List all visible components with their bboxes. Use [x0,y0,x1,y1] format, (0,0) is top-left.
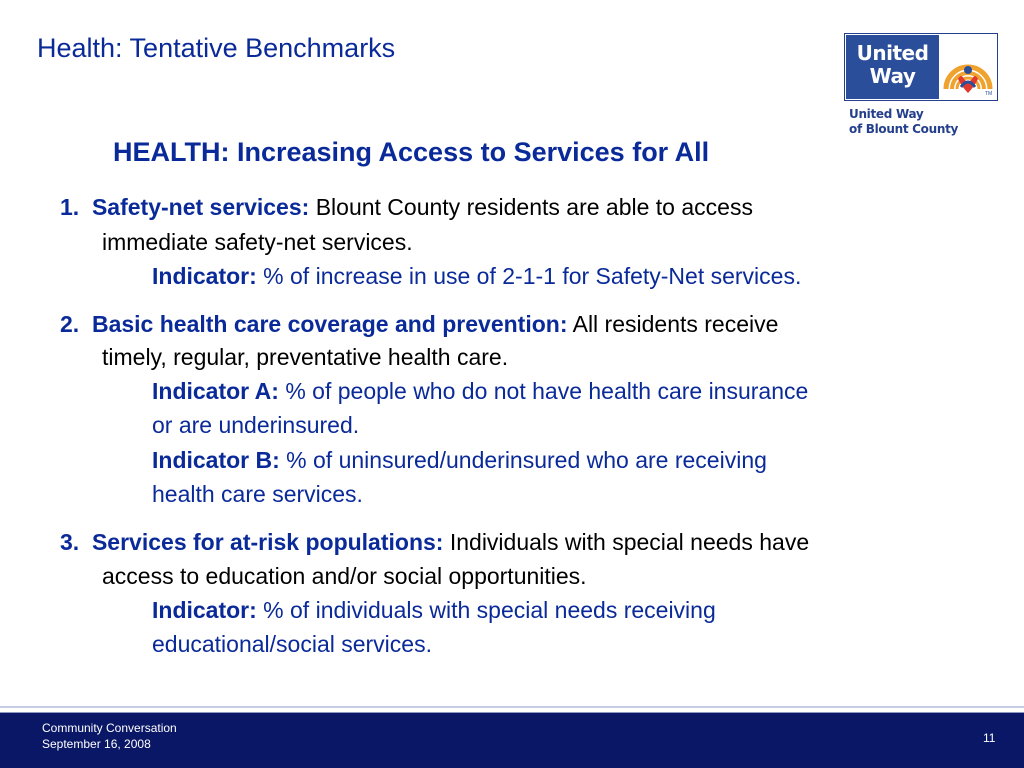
section-heading: HEALTH: Increasing Access to Services for All [113,137,710,167]
logo-word-way: Way [869,64,916,88]
benchmark-1-line2: immediate safety-net services. [102,229,413,255]
indicator-label: Indicator: [152,263,257,289]
benchmark-1-line1 [60,193,753,221]
benchmark-3-number: 3. [60,529,80,555]
benchmark-2-number: 2. [60,311,80,337]
indicator-label: Indicator B: [152,447,280,473]
benchmark-1-number: 1. [60,194,80,220]
benchmark-3-indicator [152,596,716,624]
benchmark-2-title: Basic health care coverage and prevention: [91,311,568,337]
footer-event: Community Conversation [42,721,177,735]
indicator-text: % of increase in use of 2-1-1 for Safety-Net services. [263,263,802,289]
logo-word-united: United [856,41,929,65]
indicator-text: % of individuals with special needs receiving [263,597,716,623]
benchmark-3-indicator-cont: educational/social services. [152,631,432,657]
benchmark-3-desc: Individuals with special needs have [449,529,810,555]
footer-divider [0,706,1024,708]
benchmark-2-line1 [60,310,778,338]
benchmark-2-indicator-b-cont: health care services. [152,481,363,507]
benchmark-3-line1 [60,528,809,556]
indicator-label: Indicator A: [152,378,279,404]
benchmark-1-title: Safety-net services: [91,194,310,220]
indicator-text: % of uninsured/underinsured who are receiving [286,447,767,473]
benchmark-3-title: Services for at-risk populations: [91,529,444,555]
indicator-label: Indicator: [152,597,257,623]
benchmark-2-indicator-a [152,377,808,405]
benchmark-3-line2: access to education and/or social opportunities. [102,563,587,589]
logo-caption-line1: United Way [849,107,924,121]
benchmark-2-line2: timely, regular, preventative health care. [102,344,509,370]
benchmark-1-indicator [152,262,801,290]
benchmark-2-desc: All residents receive [572,311,779,337]
benchmark-2-indicator-b [152,446,767,474]
logo-caption-line2: of Blount County [849,122,959,136]
logo-trademark: TM [985,91,993,97]
page-number: 11 [983,731,996,745]
slide-title: Health: Tentative Benchmarks [37,33,396,63]
footer-date: September 16, 2008 [42,737,151,751]
benchmark-2-indicator-a-cont: or are underinsured. [152,412,360,438]
indicator-text: % of people who do not have health care insurance [285,378,809,404]
benchmark-1-desc: Blount County residents are able to access [315,194,753,220]
